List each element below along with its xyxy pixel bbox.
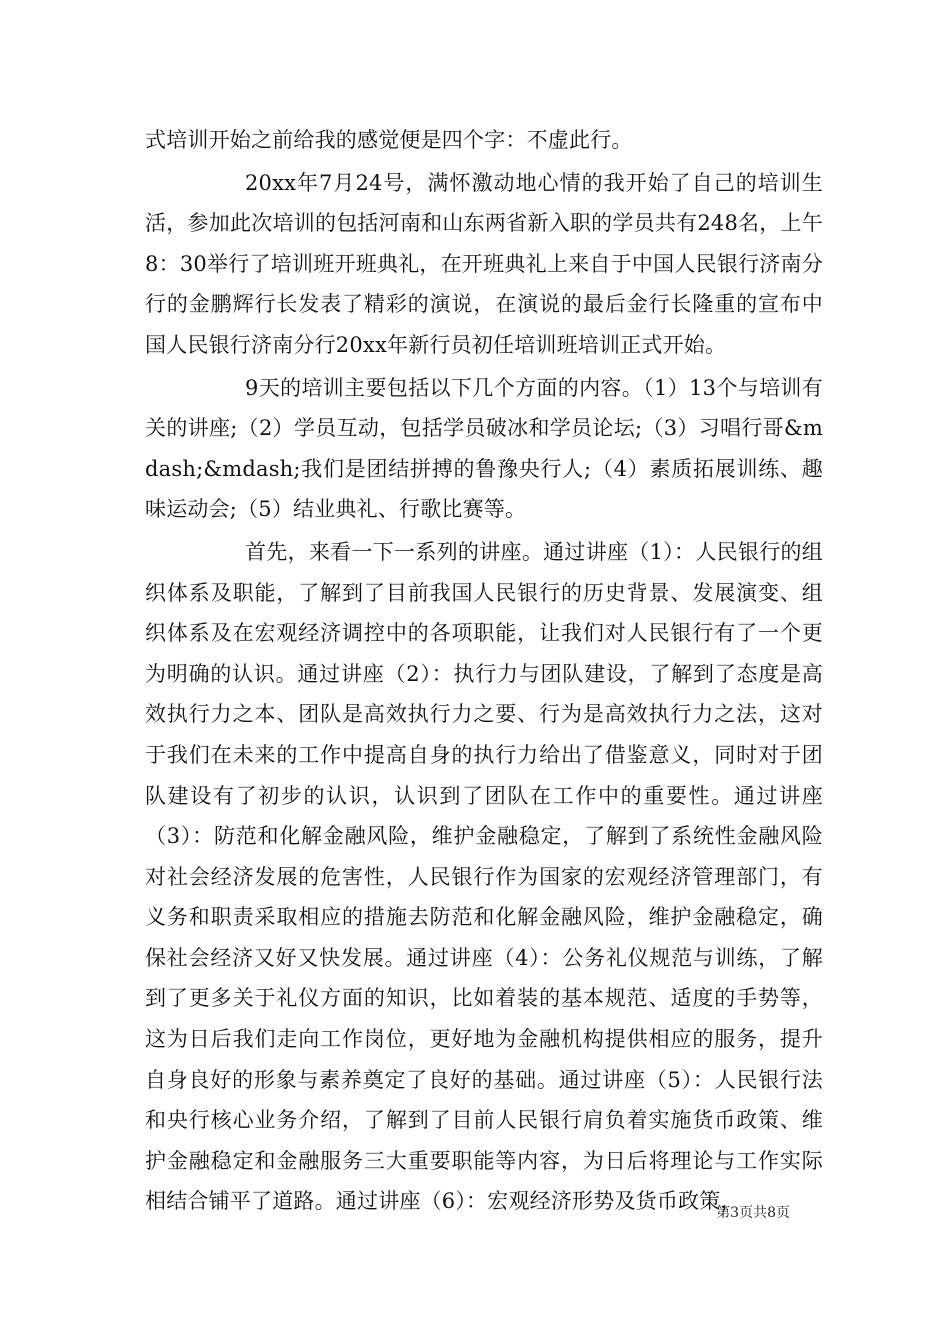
document-body [145, 120, 823, 1224]
paragraph-training-start: 20xx年7月24号，满怀激动地心情的我开始了自己的培训生活，参加此次培训的包括河南和山东两省新入职的学员共有248名，上午8：30举行了培训班开班典礼，在开班典礼上来自于中国人民银行济南分行的金鹏辉行长发表了精彩的演说，在演说的最后金行长隆重的宣布中国人民银行济南分行20xx年新行员初任培训班培训正式开始。 [145, 170, 823, 357]
paragraph-lectures: 首先，来看一下一系列的讲座。通过讲座（1）：人民银行的组织体系及职能，了解到了目前我国人民银行的历史背景、发展演变、组织体系及在宏观经济调控中的各项职能，让我们对人民银行有了一个更为明确的认识。通过讲座（2）：执行力与团队建设，了解到了态度是高效执行力之本、团队是高效执行力之要、行为是高效执行力之法，这对于我们在未来的工作中提高自身的执行力给出了借鉴意义，同时对于团队建设有了初步的认识，认识到了团队在工作中的重要性。通过讲座（3）：防范和化解金融风险，维护金融稳定，了解到了系统性金融风险对社会经济发展的危害性，人民银行作为国家的宏观经济管理部门，有义务和职责采取相应的措施去防范和化解金融风险，维护金融稳定，确保社会经济又好又快发展。通过讲座（4）：公务礼仪规范与训练，了解到了更多关于礼仪方面的知识，比如着装的基本规范、适度的手势等，这为日后我们走向工作岗位，更好地为金融机构提供相应的服务，提升自身良好的形象与素养奠定了良好的基础。通过讲座（5）：人民银行法和央行核心业务介绍，了解到了目前人民银行肩负着实施货币政策、维护金融稳定和金融服务三大重要职能等内容，为日后将理论与工作实际相结合铺平了道路。通过讲座（6）：宏观经济形势及货币政策， [145, 539, 823, 1214]
paragraph-training-content: 9天的培训主要包括以下几个方面的内容。（1）13个与培训有关的讲座;（2）学员互动，包括学员破冰和学员论坛;（3）习唱行哥&mdash;&mdash;我们是团结拼搏的鲁豫央行人;（4）素质拓展训练、趣味运动会;（5）结业典礼、行歌比赛等。 [145, 375, 823, 522]
paragraph-continuation: 式培训开始之前给我的感觉便是四个字：不虚此行。 [145, 128, 633, 152]
page-number-footer: 第3页共8页 [716, 1205, 790, 1221]
